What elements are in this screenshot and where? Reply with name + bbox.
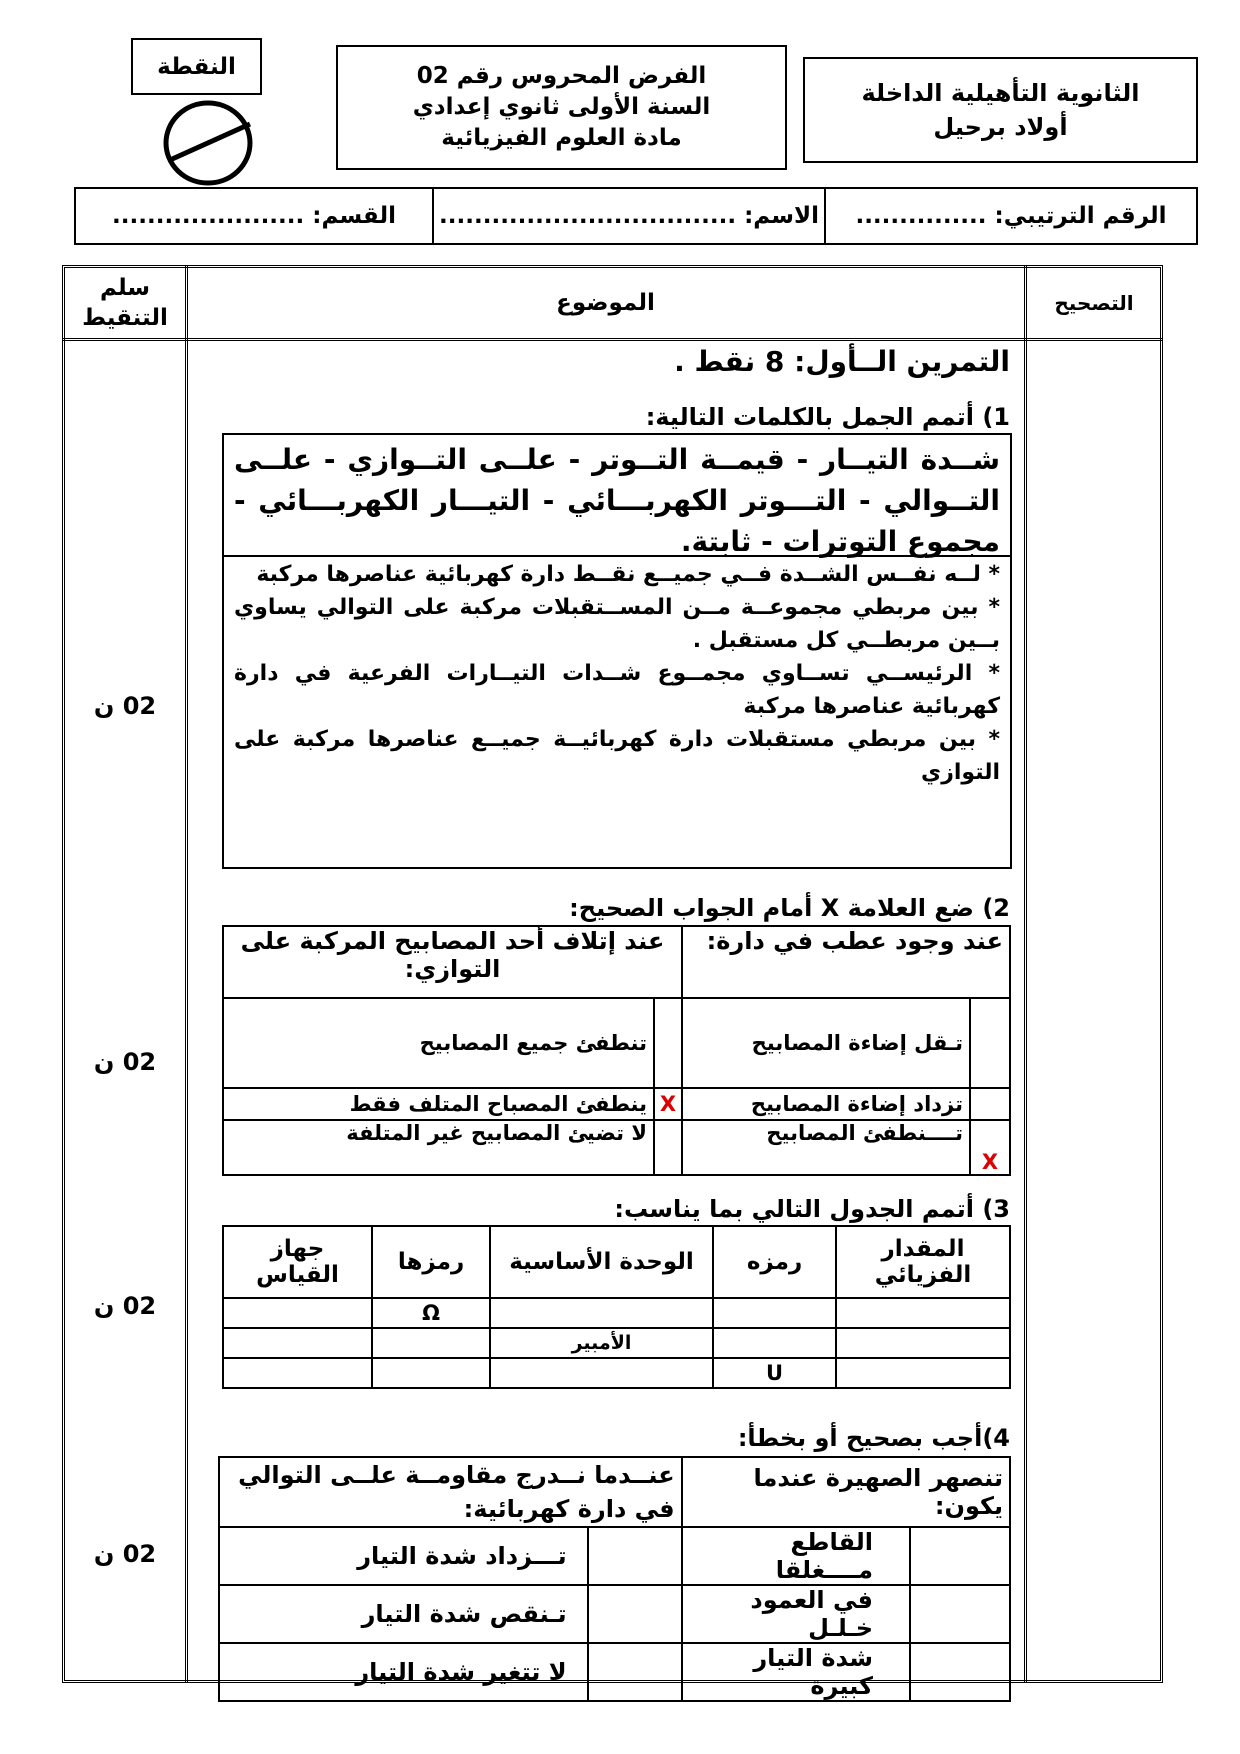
grade-circle-icon — [160, 98, 260, 190]
header-divider — [62, 338, 1163, 341]
q4-answer-right-3[interactable] — [910, 1643, 1010, 1701]
q4-answer-left-1[interactable] — [588, 1527, 682, 1585]
q2-check-left-1[interactable] — [654, 998, 682, 1088]
q3-cell[interactable] — [490, 1298, 713, 1328]
word-bank: شــدة التيــار - قيمــة التــوتر - علــى التــوازي - علــى التــوالي - التـــوتر الكهربـــائي - التيـــار الكهربـــائي - مجموع التوترات - ثابتة. — [234, 443, 1000, 558]
sentence-3[interactable]: * الرئيســي تســاوي مجمــوع شــدات التيــارات الفرعية في دارة كهربائية عناصرها مركبة — [234, 661, 1000, 719]
q3-cell[interactable] — [223, 1358, 372, 1388]
school-place: أولاد برحيل — [933, 113, 1068, 141]
q2-option-left-1: تنطفئ جميع المصابيح — [223, 998, 654, 1088]
grade-label: النقطة — [157, 53, 236, 80]
q2-score: 02 ن — [93, 1048, 157, 1076]
q3-prompt: 3) أتمم الجدول التالي بما يناسب: — [614, 1195, 1010, 1223]
q3-cell[interactable] — [836, 1358, 1010, 1388]
grade-box — [131, 38, 262, 95]
q1-prompt: 1) أتمم الجمل بالكلمات التالية: — [645, 403, 1010, 431]
scale-column-header: سلم التنقيط — [82, 275, 168, 331]
q2-check-right-2[interactable] — [970, 1088, 1010, 1120]
q4-answer-right-2[interactable] — [910, 1585, 1010, 1643]
q3-header-unit: الوحدة الأساسية — [490, 1226, 713, 1298]
exercise-title: التمرين الــأول: 8 نقط . — [674, 345, 1010, 378]
exam-title-box — [336, 45, 787, 170]
student-info-row — [74, 187, 1198, 245]
q3-cell[interactable] — [836, 1328, 1010, 1358]
sentence-1[interactable]: * لــه نفــس الشــدة فــي جميــع نقــط دارة كهربائية عناصرها مركبة — [256, 562, 1000, 587]
q2-option-left-2: ينطفئ المصباح المتلف فقط — [223, 1088, 654, 1120]
q2-table — [222, 925, 1011, 1176]
sentence-2[interactable]: * بين مربطي مجموعــة مــن المســتقبلات مركبة على التوالي يساوي بــين مربطــي كل مستقبل . — [234, 595, 1000, 653]
q2-header-left: عند إتلاف أحد المصابيح المركبة على التوازي: — [223, 926, 682, 998]
q4-answer-right-1[interactable] — [910, 1527, 1010, 1585]
q3-cell[interactable] — [490, 1358, 713, 1388]
student-number[interactable]: الرقم الترتيبي: ............... — [824, 189, 1196, 243]
q3-cell[interactable]: Ω — [372, 1298, 490, 1328]
q2-option-left-3: لا تضيئ المصابيح غير المتلفة — [223, 1120, 654, 1175]
scale-column-divider — [185, 265, 188, 1683]
word-bank-divider — [224, 555, 1010, 557]
q3-cell[interactable] — [372, 1358, 490, 1388]
subject-column-header: الموضوع — [556, 290, 655, 316]
q3-cell[interactable] — [223, 1298, 372, 1328]
q2-header-right: عند وجود عطب في دارة: — [682, 926, 1010, 998]
q3-cell[interactable] — [713, 1298, 836, 1328]
q2-check-right-1[interactable] — [970, 998, 1010, 1088]
q3-cell[interactable]: الأمبير — [490, 1328, 713, 1358]
exam-subject: مادة العلوم الفيزيائية — [441, 125, 682, 151]
q2-option-right-2: تزداد إضاءة المصابيح — [682, 1088, 970, 1120]
q3-cell[interactable]: U — [713, 1358, 836, 1388]
q3-header-unit-symbol: رمزها — [372, 1226, 490, 1298]
q4-item-left-2: تـنقص شدة التيار — [219, 1585, 588, 1643]
q4-item-right-1: القاطع مــــغلقا — [682, 1527, 910, 1585]
exam-level: السنة الأولى ثانوي إعدادي — [412, 94, 711, 120]
q4-item-left-3: لا تتغير شدة التيار — [219, 1643, 588, 1701]
q3-score: 02 ن — [93, 1292, 157, 1320]
correction-column-header: التصحيح — [1054, 291, 1134, 315]
q4-item-right-2: في العمود خـلـل — [682, 1585, 910, 1643]
student-name[interactable]: الاسم: .................................. — [432, 189, 824, 243]
q3-cell[interactable] — [372, 1328, 490, 1358]
school-box — [803, 57, 1198, 163]
q4-item-right-3: شدة التيار كبيرة — [682, 1643, 910, 1701]
correction-column-divider — [1024, 265, 1027, 1683]
q4-prompt: 4)أجب بصحيح أو بخطأ: — [737, 1424, 1010, 1452]
q2-option-right-3: تــــنطفئ المصابيح — [682, 1120, 970, 1175]
q4-score: 02 ن — [93, 1540, 157, 1568]
q4-header-left: عنــدما نــدرج مقاومــة علــى التوالي في دارة كهربائية: — [219, 1457, 682, 1527]
q4-answer-left-3[interactable] — [588, 1643, 682, 1701]
q2-mark-right-3[interactable]: X — [970, 1120, 1010, 1175]
q3-cell[interactable] — [223, 1328, 372, 1358]
q3-table — [222, 1225, 1011, 1389]
q3-header-quantity: المقدار الفزيائي — [836, 1226, 1010, 1298]
q4-header-right: تنصهر الصهيرة عندما يكون: — [682, 1457, 1010, 1527]
q3-header-instrument: جهاز القياس — [223, 1226, 372, 1298]
q4-item-left-1: تـــزداد شدة التيار — [219, 1527, 588, 1585]
student-class[interactable]: القسم: ...................... — [112, 203, 396, 229]
q2-check-left-3[interactable] — [654, 1120, 682, 1175]
exam-title: الفرض المحروس رقم 02 — [416, 63, 707, 89]
sentence-4[interactable]: * بين مربطي مستقبلات دارة كهربائيــة جميــع عناصرها مركبة على التوازي — [234, 727, 1000, 785]
q2-mark-left-2[interactable]: X — [654, 1088, 682, 1120]
q4-table — [218, 1456, 1011, 1702]
q1-box — [222, 433, 1012, 869]
q3-cell[interactable] — [713, 1328, 836, 1358]
q2-option-right-1: تـقل إضاءة المصابيح — [682, 998, 970, 1088]
q3-cell[interactable] — [836, 1298, 1010, 1328]
q1-score: 02 ن — [93, 692, 157, 720]
school-name: الثانوية التأهيلية الداخلة — [861, 79, 1140, 107]
q2-prompt: 2) ضع العلامة X أمام الجواب الصحيح: — [569, 894, 1010, 922]
q3-header-symbol: رمزه — [713, 1226, 836, 1298]
q4-answer-left-2[interactable] — [588, 1585, 682, 1643]
